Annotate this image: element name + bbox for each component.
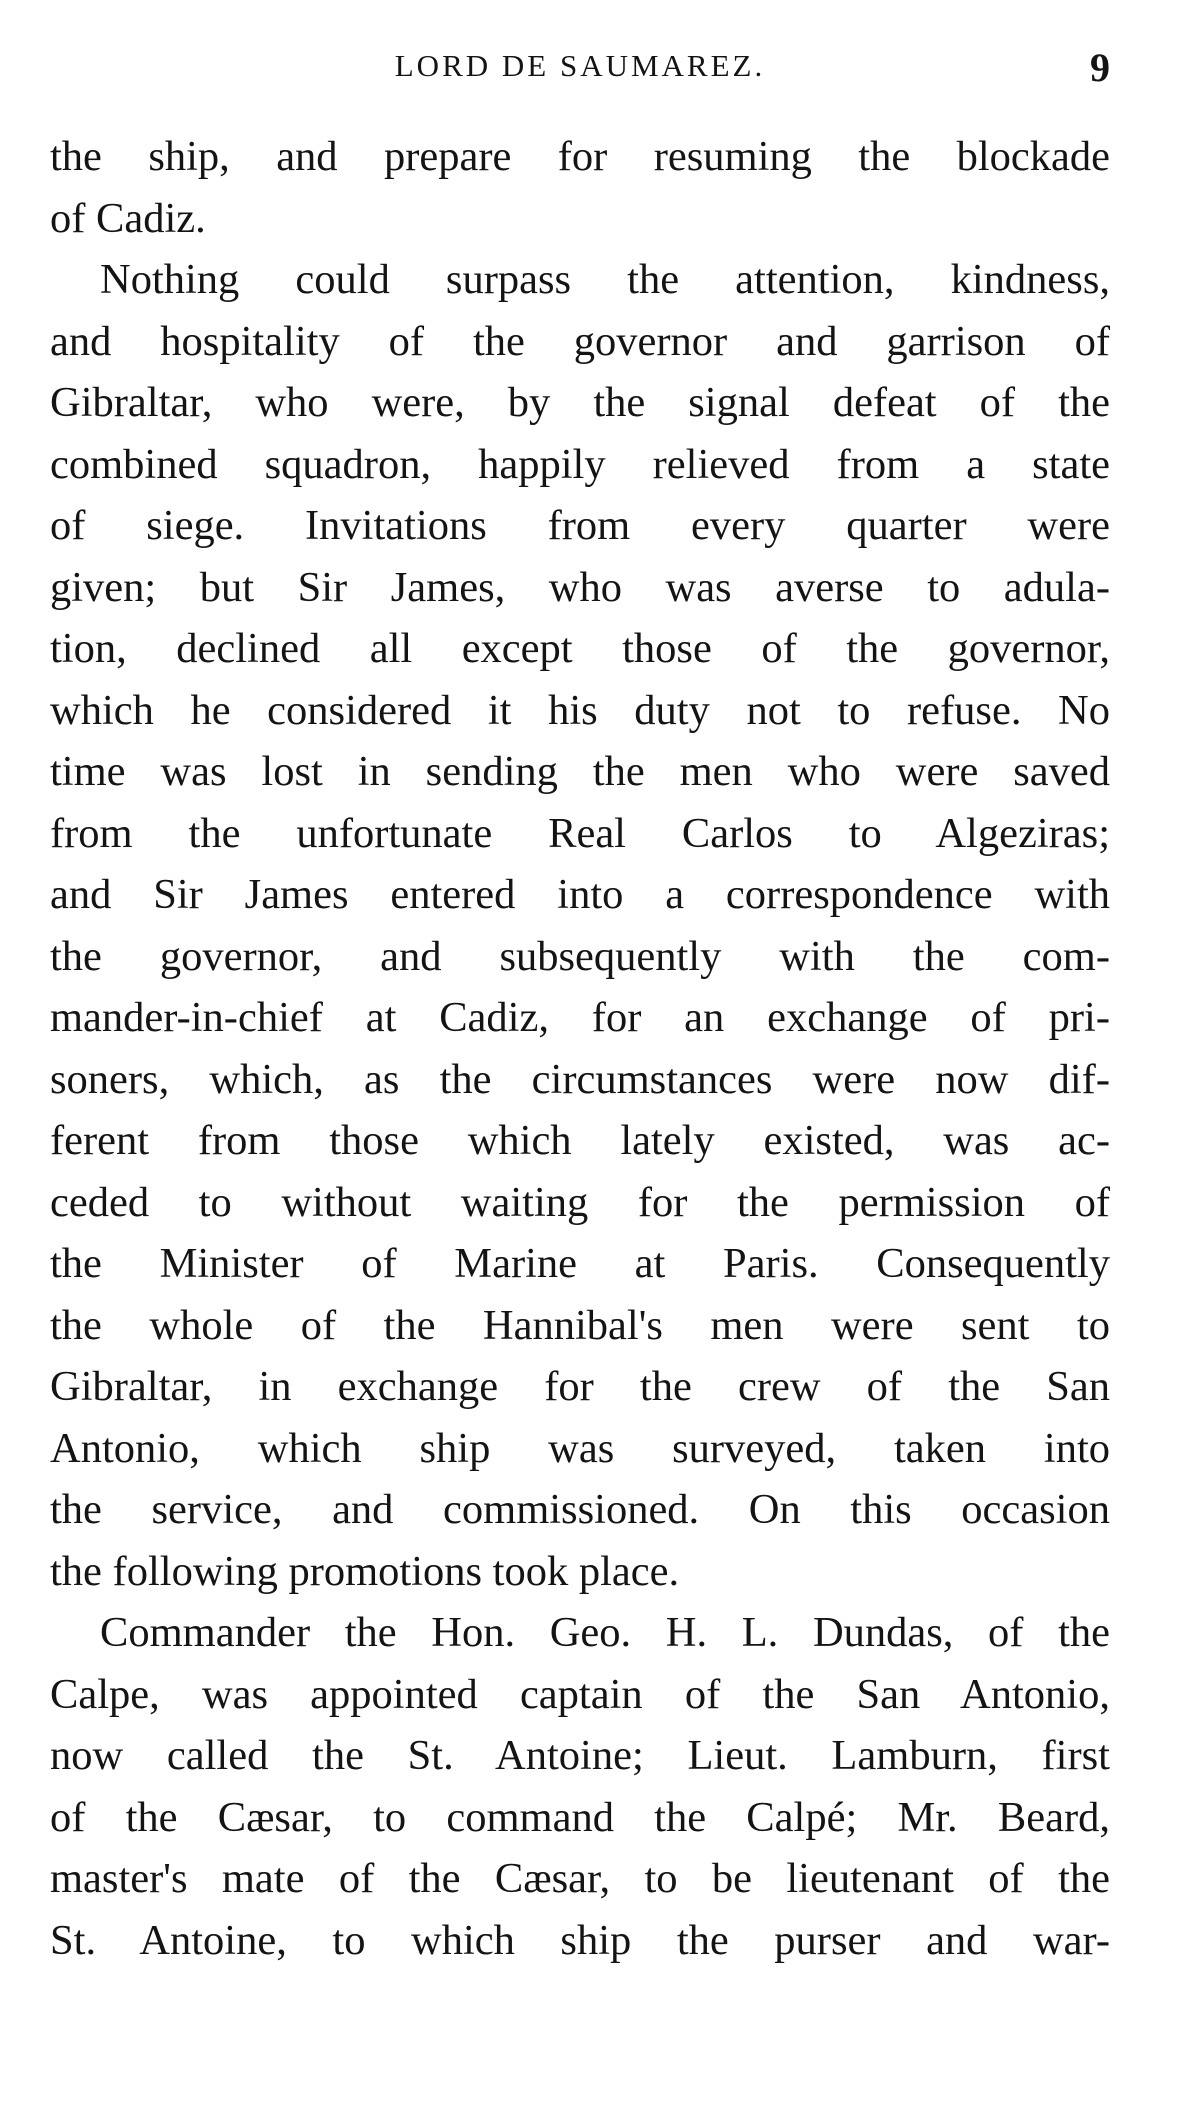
page-number: 9	[1090, 45, 1110, 90]
text-line: Gibraltar, who were, by the signal defeat of the	[50, 379, 1110, 426]
text-line: the ship, and prepare for resuming the blockade	[50, 133, 1110, 180]
text-line: time was lost in sending the men who were saved	[50, 748, 1110, 795]
text-line: mander-in-chief at Cadiz, for an exchange of pri-	[50, 994, 1110, 1041]
text-line: ceded to without waiting for the permission of	[50, 1178, 1110, 1226]
body-text	[50, 126, 1110, 1971]
text-line: combined squadron, happily relieved from a state	[50, 440, 1110, 488]
text-line: St. Antoine, to which ship the purser and war-	[50, 1916, 1110, 1964]
text-line: and Sir James entered into a correspondence with	[50, 871, 1110, 918]
text-line: the governor, and subsequently with the com-	[50, 932, 1110, 980]
text-line: of the Cæsar, to command the Calpé; Mr. Beard,	[50, 1793, 1110, 1841]
text-line: the service, and commissioned. On this occasion	[50, 1486, 1110, 1533]
running-title: LORD DE SAUMAREZ.	[394, 48, 766, 83]
text-line: Nothing could surpass the attention, kindness,	[100, 256, 1110, 303]
text-line: the following promotions took place.	[50, 1547, 680, 1595]
text-line: which he considered it his duty not to refuse. No	[50, 686, 1110, 734]
text-line: of Cadiz.	[50, 194, 206, 242]
text-line: tion, declined all except those of the governor,	[50, 625, 1110, 672]
text-line: the Minister of Marine at Paris. Consequently	[50, 1240, 1110, 1287]
text-line: the whole of the Hannibal's men were sent to	[50, 1301, 1110, 1349]
text-line: soners, which, as the circumstances were now dif-	[50, 1055, 1110, 1103]
text-line: from the unfortunate Real Carlos to Algeziras;	[50, 809, 1110, 857]
text-line: now called the St. Antoine; Lieut. Lamburn, first	[50, 1732, 1110, 1779]
running-head	[50, 44, 1110, 104]
text-line: master's mate of the Cæsar, to be lieutenant of the	[50, 1855, 1110, 1902]
text-line: Calpe, was appointed captain of the San Antonio,	[50, 1670, 1110, 1718]
text-line: Gibraltar, in exchange for the crew of the San	[50, 1363, 1110, 1410]
text-line: Commander the Hon. Geo. H. L. Dundas, of the	[100, 1609, 1110, 1656]
text-line: Antonio, which ship was surveyed, taken into	[50, 1424, 1110, 1472]
text-line: ferent from those which lately existed, was ac-	[50, 1117, 1110, 1164]
text-line: given; but Sir James, who was averse to adula-	[50, 563, 1110, 611]
text-line: and hospitality of the governor and garrison of	[50, 317, 1110, 365]
text-line: of siege. Invitations from every quarter were	[50, 502, 1110, 549]
